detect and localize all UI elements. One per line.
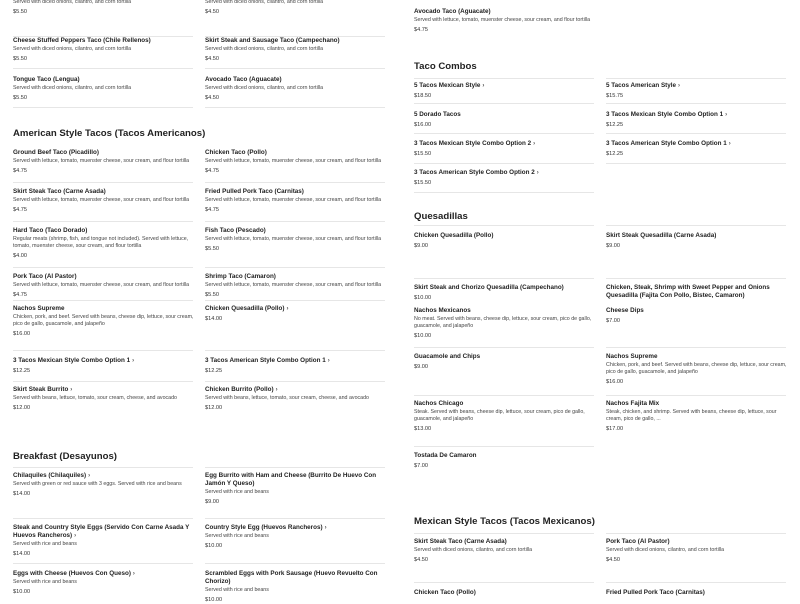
menu-item[interactable]: [13, 273, 198, 299]
menu-item[interactable]: [414, 452, 599, 470]
item-price: $4.75: [205, 207, 219, 213]
item-title: [606, 82, 791, 90]
menu-item[interactable]: [414, 140, 599, 158]
menu-item[interactable]: [13, 37, 193, 63]
divider: [13, 182, 193, 183]
divider: [414, 533, 594, 534]
menu-item[interactable]: [606, 232, 791, 250]
item-title: Fried Pulled Pork Taco (Carnitas): [205, 188, 304, 195]
divider: [205, 300, 385, 301]
item-title: Egg Burrito with Ham and Cheese (Burrito De Huevo Con Jamón Y Queso): [205, 472, 377, 487]
menu-item[interactable]: [13, 570, 198, 596]
item-title: 5 Dorado Tacos: [414, 111, 461, 118]
item-price: $18.50: [414, 93, 432, 99]
menu-item[interactable]: [414, 111, 599, 129]
item-title: Avocado Taco (Aguacate): [414, 8, 491, 15]
item-price: $13.00: [414, 426, 432, 432]
item-description: Served with lettuce, tomato, muenster cheese, sour cream, and flour tortilla: [205, 236, 382, 242]
item-price: $4.50: [205, 95, 219, 101]
chevron-right-icon: ›: [482, 83, 485, 89]
item-price: $5.50: [13, 95, 27, 101]
item-price: $12.00: [205, 405, 223, 411]
item-price: $16.00: [414, 122, 432, 128]
divider: [414, 446, 594, 447]
divider: [13, 467, 193, 468]
item-price: $4.00: [13, 253, 27, 259]
menu-item[interactable]: [205, 305, 390, 323]
item-description: Served with diced onions, cilantro, and corn tortilla: [205, 46, 324, 52]
item-title: [13, 570, 198, 578]
item-title: Hard Taco (Taco Dorado): [13, 227, 88, 234]
item-description: No meat. Served with beans, cheese dip, lettuce, sour cream, pico de gallo, guacamole, and jalapeño: [414, 316, 592, 329]
divider: [13, 300, 193, 301]
menu-item[interactable]: [205, 0, 385, 16]
item-title-text: 5 Tacos American Style: [606, 82, 676, 89]
item-price: $4.75: [414, 27, 428, 33]
menu-item[interactable]: [606, 140, 791, 158]
divider: [205, 518, 385, 519]
item-description: Served with lettuce, tomato, muenster cheese, sour cream, and flour tortilla: [13, 158, 190, 164]
menu-item[interactable]: [414, 400, 599, 433]
item-title: [13, 524, 198, 540]
item-title: [414, 82, 599, 90]
item-title: [205, 357, 390, 365]
menu-item[interactable]: [205, 149, 390, 175]
item-price: $4.75: [13, 168, 27, 174]
divider: [606, 78, 786, 79]
divider: [606, 133, 786, 134]
item-title: [414, 140, 599, 148]
item-description: Served with rice and beans: [205, 489, 269, 495]
menu-item[interactable]: [606, 353, 791, 386]
chevron-right-icon: ›: [286, 306, 289, 312]
item-description: Steak, chicken, and shrimp. Served with beans, cheese dip, lettuce, sour cream, pico de gallo, ...: [606, 409, 777, 422]
menu-item[interactable]: [13, 357, 198, 375]
item-price: $10.00: [13, 589, 31, 595]
divider: [13, 518, 193, 519]
item-title: Nachos Supreme: [13, 305, 65, 312]
divider: [606, 163, 786, 164]
item-title: Fish Taco (Pescado): [205, 227, 266, 234]
divider: [414, 103, 594, 104]
item-title: Scrambled Eggs with Pork Sausage (Huevo Revuelto Con Chorizo): [205, 570, 378, 585]
chevron-right-icon: ›: [88, 473, 91, 479]
menu-item[interactable]: [414, 589, 599, 597]
item-title-text: Chicken Quesadilla (Pollo): [205, 305, 285, 312]
item-title: Pork Taco (Al Pastor): [13, 273, 77, 280]
item-title: Nachos Chicago: [414, 400, 464, 407]
divider: [414, 133, 594, 134]
item-price: $4.75: [13, 292, 27, 298]
item-description: Served with rice and beans: [205, 533, 269, 539]
item-price: $4.50: [205, 9, 219, 15]
item-title: [205, 524, 390, 532]
item-price: $10.00: [414, 295, 432, 301]
divider: [13, 350, 193, 351]
item-title: [13, 472, 198, 480]
item-description: Steak. Served with beans, cheese dip, lettuce, sour cream, pico de gallo, guacamole, and jalapeño: [414, 409, 585, 422]
menu-item[interactable]: [205, 273, 390, 299]
item-title-text: Country Style Egg (Huevos Rancheros): [205, 524, 323, 531]
item-description: Served with rice and beans: [13, 541, 77, 547]
item-description: Served with lettuce, tomato, muenster cheese, sour cream, and flour tortilla: [13, 282, 190, 288]
item-price: $4.75: [13, 207, 27, 213]
item-title-text: Chicken Burrito (Pollo): [205, 386, 274, 393]
menu-item[interactable]: [205, 524, 390, 550]
item-description: Served with lettuce, tomato, muenster cheese, sour cream, and flour tortilla: [205, 282, 382, 288]
item-title-text: Chilaquiles (Chilaquiles): [13, 472, 87, 479]
item-description: Served with beans, lettuce, tomato, sour cream, cheese, and avocado: [13, 395, 178, 401]
chevron-right-icon: ›: [327, 358, 330, 364]
divider: [414, 347, 594, 348]
item-title: Fried Pulled Pork Taco (Carnitas): [606, 589, 705, 596]
item-price: $4.50: [414, 557, 428, 563]
item-description: Served with diced onions, cilantro, and corn tortilla: [205, 0, 324, 5]
item-price: $9.00: [414, 364, 428, 370]
item-title: Nachos Mexicanos: [414, 307, 471, 314]
item-title: [606, 111, 791, 119]
menu-item[interactable]: [414, 284, 599, 302]
item-title: Avocado Taco (Aguacate): [205, 76, 282, 83]
item-title: Skirt Steak Taco (Carne Asada): [414, 538, 507, 545]
menu-item[interactable]: [205, 227, 390, 253]
menu-item[interactable]: [606, 111, 791, 129]
divider: [205, 381, 385, 382]
item-title: Skirt Steak Taco (Carne Asada): [13, 188, 106, 195]
item-title: Chicken Taco (Pollo): [205, 149, 267, 156]
menu-item[interactable]: [13, 524, 198, 558]
divider: [606, 103, 786, 104]
divider: [205, 107, 385, 108]
section-breakfast: Breakfast (Desayunos): [13, 451, 117, 462]
item-price: $16.00: [13, 331, 31, 337]
item-title: [205, 386, 390, 394]
menu-item[interactable]: [205, 188, 390, 214]
divider: [205, 467, 385, 468]
divider: [205, 350, 385, 351]
item-price: $15.75: [606, 93, 624, 99]
item-title: Nachos Fajita Mix: [606, 400, 660, 407]
divider: [13, 563, 193, 564]
item-title: [205, 305, 390, 313]
item-description: Served with green or red sauce with 3 eggs. Served with rice and beans: [13, 481, 182, 487]
divider: [414, 225, 594, 226]
item-title-text: Skirt Steak Burrito: [13, 386, 69, 393]
item-title-text: Steak and Country Style Eggs (Servido Con Carne Asada Y Huevos Rancheros): [13, 524, 190, 539]
divider: [606, 347, 786, 348]
item-price: $12.00: [13, 405, 31, 411]
item-price: $9.00: [205, 499, 219, 505]
divider: [205, 563, 385, 564]
menu-item[interactable]: [414, 307, 599, 340]
divider: [13, 267, 193, 268]
item-price: $14.00: [13, 551, 31, 557]
item-description: Served with lettuce, tomato, muenster cheese, sour cream, and flour tortilla: [205, 197, 382, 203]
item-price: $9.00: [606, 243, 620, 249]
menu-item[interactable]: [414, 82, 599, 100]
item-title: Shrimp Taco (Camaron): [205, 273, 276, 280]
menu-item[interactable]: [606, 400, 791, 433]
menu-item[interactable]: [205, 37, 385, 63]
chevron-right-icon: ›: [74, 533, 77, 539]
chevron-right-icon: ›: [132, 358, 135, 364]
item-title: Skirt Steak and Sausage Taco (Campechano): [205, 37, 340, 44]
divider: [13, 221, 193, 222]
menu-item[interactable]: [205, 357, 390, 375]
menu-item[interactable]: [205, 570, 390, 604]
divider: [414, 163, 594, 164]
chevron-right-icon: ›: [725, 112, 728, 118]
chevron-right-icon: ›: [533, 141, 536, 147]
section-quesadillas: Quesadillas: [414, 211, 468, 222]
menu-item[interactable]: [606, 589, 791, 597]
divider: [606, 533, 786, 534]
item-title: [13, 357, 198, 365]
item-price: $10.00: [205, 597, 223, 603]
section-taco-combos: Taco Combos: [414, 61, 477, 72]
divider: [13, 381, 193, 382]
item-description: Served with lettuce, tomato, muenster cheese, sour cream, and flour tortilla: [205, 158, 382, 164]
item-title: Pork Taco (Al Pastor): [606, 538, 670, 545]
divider: [606, 395, 786, 396]
item-price: $12.25: [205, 368, 223, 374]
chevron-right-icon: ›: [132, 571, 135, 577]
divider: [205, 68, 385, 69]
item-price: $7.00: [606, 318, 620, 324]
menu-item[interactable]: [13, 0, 193, 16]
menu-item[interactable]: [13, 305, 198, 338]
item-title: Chicken, Steak, Shrimp with Sweet Pepper and Onions Quesadilla (Fajita Con Pollo, Bistec, Camaron): [606, 284, 770, 299]
menu-item[interactable]: [13, 76, 193, 102]
divider: [414, 582, 594, 583]
chevron-right-icon: ›: [70, 387, 73, 393]
menu-item[interactable]: [205, 472, 390, 506]
item-title: Cheese Dips: [606, 307, 644, 314]
divider: [414, 395, 594, 396]
menu-item[interactable]: [205, 76, 385, 102]
item-title: [606, 140, 791, 148]
item-price: $15.50: [414, 151, 432, 157]
item-description: Served with diced onions, cilantro, and corn tortilla: [13, 85, 132, 91]
item-title: Cheese Stuffed Peppers Taco (Chile Rellenos): [13, 37, 151, 44]
item-title: [414, 169, 599, 177]
item-price: $10.00: [205, 543, 223, 549]
section-american-style-tacos: American Style Tacos (Tacos Americanos): [13, 128, 206, 139]
menu-item[interactable]: [13, 472, 198, 498]
item-description: Served with rice and beans: [205, 587, 269, 593]
item-title-text: 3 Tacos American Style Combo Option 2: [414, 169, 535, 176]
item-price: $5.50: [205, 246, 219, 252]
menu-item[interactable]: [414, 232, 599, 250]
divider: [205, 182, 385, 183]
menu-item[interactable]: [13, 227, 198, 260]
item-description: Chicken, pork, and beef. Served with beans, cheese dip, lettuce, sour cream, pico de gallo, guacamole, and jalapeño: [13, 314, 194, 327]
item-price: $5.50: [13, 9, 27, 15]
divider: [13, 107, 193, 108]
menu-item[interactable]: [414, 8, 594, 34]
item-description: Served with diced onions, cilantro, and corn tortilla: [13, 46, 132, 52]
menu-item[interactable]: [414, 169, 599, 187]
item-price: $14.00: [13, 491, 31, 497]
item-title: Nachos Supreme: [606, 353, 658, 360]
item-price: $17.00: [606, 426, 624, 432]
section-mexican-style-tacos: Mexican Style Tacos (Tacos Mexicanos): [414, 516, 595, 527]
item-description: Served with lettuce, tomato, muenster cheese, sour cream, and flour tortilla: [13, 197, 190, 203]
divider: [606, 225, 786, 226]
item-price: $5.50: [205, 292, 219, 298]
divider: [606, 278, 786, 279]
item-description: Served with diced onions, cilantro, and corn tortilla: [205, 85, 324, 91]
item-price: $5.50: [13, 56, 27, 62]
item-price: $7.00: [414, 463, 428, 469]
item-title-text: 3 Tacos Mexican Style Combo Option 2: [414, 140, 532, 147]
item-description: Served with diced onions, cilantro, and corn tortilla: [13, 0, 132, 5]
divider: [414, 78, 594, 79]
item-price: $15.50: [414, 180, 432, 186]
menu-item[interactable]: [606, 307, 791, 325]
item-description: Served with diced onions, cilantro, and corn tortilla: [414, 547, 533, 553]
item-price: $14.00: [205, 316, 223, 322]
item-price: $4.75: [205, 168, 219, 174]
chevron-right-icon: ›: [678, 83, 680, 89]
item-price: $12.25: [606, 151, 624, 157]
item-price: $12.25: [13, 368, 31, 374]
divider: [606, 582, 786, 583]
menu-item[interactable]: [205, 386, 390, 412]
item-title-text: 5 Tacos Mexican Style: [414, 82, 481, 89]
divider: [414, 278, 594, 279]
item-description: Served with lettuce, tomato, muenster cheese, sour cream, and flour tortilla: [414, 17, 591, 23]
item-title: Chicken Quesadilla (Pollo): [414, 232, 494, 239]
item-title: Ground Beef Taco (Picadillo): [13, 149, 99, 156]
item-description: Served with diced onions, cilantro, and corn tortilla: [606, 547, 725, 553]
chevron-right-icon: ›: [324, 525, 327, 531]
item-title-text: 3 Tacos American Style Combo Option 1: [205, 357, 326, 364]
item-title-text: 3 Tacos Mexican Style Combo Option 1: [606, 111, 724, 118]
chevron-right-icon: ›: [728, 141, 731, 147]
menu-item[interactable]: [606, 82, 791, 100]
item-description: Chicken, pork, and beef. Served with beans, cheese dip, lettuce, sour cream, pico de gallo, guacamole, and jalapeño: [606, 362, 787, 375]
divider: [205, 221, 385, 222]
item-description: Served with rice and beans: [13, 579, 77, 585]
menu-item[interactable]: [13, 386, 198, 412]
item-title: [13, 386, 198, 394]
divider: [414, 192, 594, 193]
item-price: $9.00: [414, 243, 428, 249]
item-title-text: 3 Tacos American Style Combo Option 1: [606, 140, 727, 147]
menu-item[interactable]: [13, 149, 198, 175]
chevron-right-icon: ›: [275, 387, 278, 393]
menu-item[interactable]: [414, 538, 599, 564]
item-description: Served with beans, lettuce, tomato, sour cream, cheese, and avocado: [205, 395, 370, 401]
item-title: Skirt Steak and Chorizo Quesadilla (Campechano): [414, 284, 564, 291]
item-price: $4.50: [606, 557, 620, 563]
divider: [13, 68, 193, 69]
item-price: $16.00: [606, 379, 624, 385]
item-title-text: 3 Tacos Mexican Style Combo Option 1: [13, 357, 131, 364]
item-price: $4.50: [205, 56, 219, 62]
chevron-right-icon: ›: [536, 170, 539, 176]
menu-item[interactable]: [13, 188, 198, 214]
item-title: Tostada De Camaron: [414, 452, 477, 459]
item-title-text: Eggs with Cheese (Huevos Con Queso): [13, 570, 131, 577]
menu-item[interactable]: [606, 538, 791, 564]
menu-item[interactable]: [606, 284, 791, 300]
item-title: Chicken Taco (Pollo): [414, 589, 476, 596]
item-description: Regular meats (shrimp, fish, and tongue not included). Served with lettuce, tomato, muenster cheese, sour cream, and flour tortilla: [13, 236, 189, 249]
item-title: Tongue Taco (Lengua): [13, 76, 80, 83]
divider: [205, 267, 385, 268]
item-price: $12.25: [606, 122, 624, 128]
item-title: Skirt Steak Quesadilla (Carne Asada): [606, 232, 717, 239]
menu-item[interactable]: [414, 353, 599, 371]
item-price: $10.00: [414, 333, 432, 339]
item-title: Guacamole and Chips: [414, 353, 481, 360]
